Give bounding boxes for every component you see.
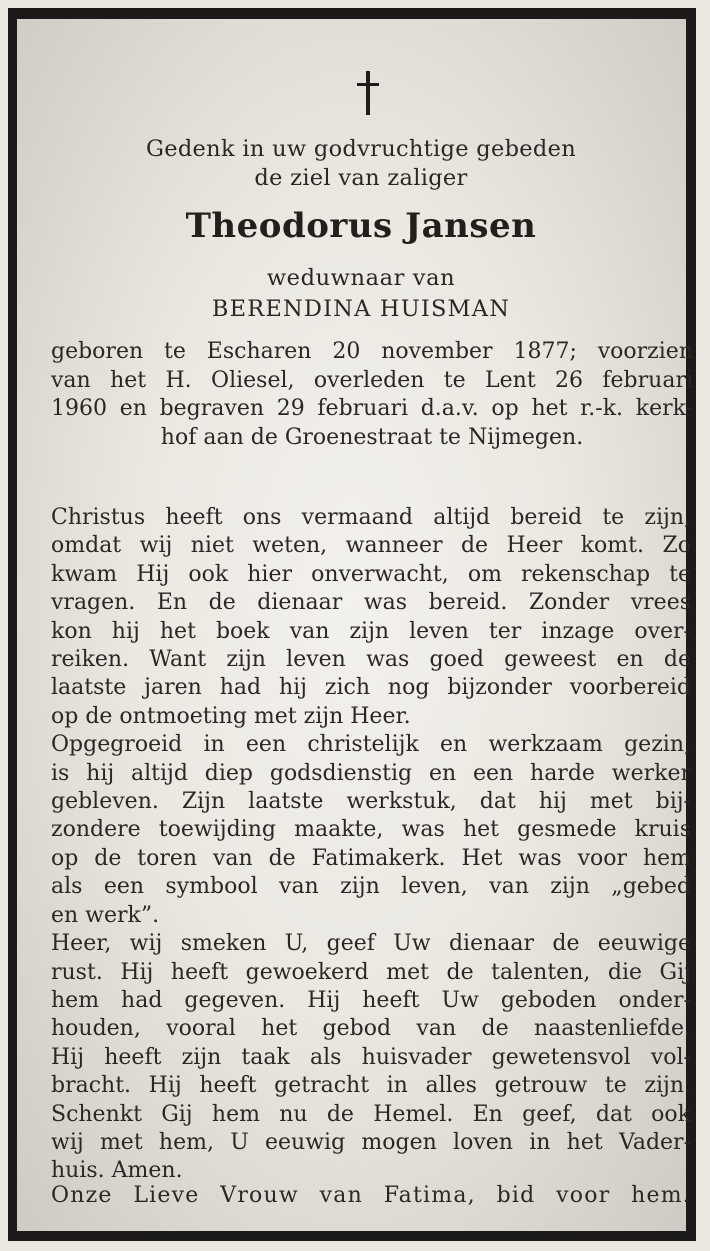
body-line: Heer, wij smeken U, geef Uw dienaar de eeuwige	[51, 931, 691, 957]
body-line: is hij altijd diep godsdienstig en een harde werker	[51, 760, 691, 786]
cross-icon	[357, 71, 379, 115]
body-line: zondere toewijding maakte, was het gesmede kruis	[51, 817, 691, 843]
body-line: hem had gegeven. Hij heeft Uw geboden onder-	[51, 987, 691, 1013]
body-line: Christus heeft ons vermaand altijd bereid te zijn,	[51, 505, 691, 530]
body-line: als een symbool van zijn leven, van zijn „gebed	[51, 874, 691, 900]
body-line: Schenkt Gij hem nu de Hemel. En geef, dat ook	[51, 1101, 691, 1127]
cross-vertical-bar	[366, 71, 370, 115]
card-content	[31, 43, 691, 1243]
body-line: huis. Amen.	[51, 1158, 183, 1184]
spouse-name: BERENDINA HUISMAN	[211, 296, 511, 322]
body-line: vragen. En de dienaar was bereid. Zonder vrees	[51, 590, 691, 616]
body-line: rust. Hij heeft gewoekerd met de talenten, die Gij	[51, 959, 691, 985]
body-line: op de toren van de Fatimakerk. Het was voor hem	[51, 845, 691, 871]
body-line: Opgegroeid in een christelijk en werkzaam gezin,	[51, 732, 691, 758]
closing-prayer: Onze Lieve Vrouw van Fatima, bid voor hem.	[51, 1183, 691, 1208]
bio-line: 1960 en begraven 29 februari d.a.v. op het r.-k. kerk-	[51, 396, 693, 421]
mourning-border	[8, 8, 696, 1241]
intro-text	[31, 135, 691, 193]
body-line: en werk”.	[51, 902, 160, 928]
body-line: reiken. Want zijn leven was goed geweest en de	[51, 647, 691, 673]
biography-paragraph	[51, 338, 693, 452]
bio-line: hof aan de Groenestraat te Nijmegen.	[160, 424, 584, 450]
intro-line-2: de ziel van zaliger	[254, 165, 468, 191]
bio-line: geboren te Escharen 20 november 1877; voorzien	[51, 339, 693, 364]
intro-line-1: Gedenk in uw godvruchtige gebeden	[145, 136, 577, 162]
body-line: houden, vooral het gebod van de naastenliefde.	[51, 1016, 691, 1042]
deceased-name: Theodorus Jansen	[185, 206, 537, 246]
cross-horizontal-bar	[357, 83, 379, 86]
widower-of-text: weduwnaar van	[266, 265, 456, 291]
bio-line: van het H. Oliesel, overleden te Lent 26 februari	[51, 367, 693, 393]
body-line: gebleven. Zijn laatste werkstuk, dat hij met bij-	[51, 789, 691, 815]
body-line: laatste jaren had hij zich nog bijzonder voorbereid	[51, 675, 691, 701]
body-line: wij met hem, U eeuwig mogen loven in het Vader-	[51, 1129, 691, 1155]
body-line: Hij heeft zijn taak als huisvader gewetensvol vol-	[51, 1044, 691, 1070]
body-line: bracht. Hij heeft getracht in alles getrouw te zijn.	[51, 1073, 691, 1099]
body-line: kwam Hij ook hier onverwacht, om rekenschap te	[51, 561, 691, 587]
body-line: omdat wij niet weten, wanneer de Heer komt. Zo	[51, 533, 691, 559]
memorial-text	[51, 504, 691, 1186]
body-line: op de ontmoeting met zijn Heer.	[51, 703, 411, 729]
body-line: kon hij het boek van zijn leven ter inzage over-	[51, 618, 691, 644]
